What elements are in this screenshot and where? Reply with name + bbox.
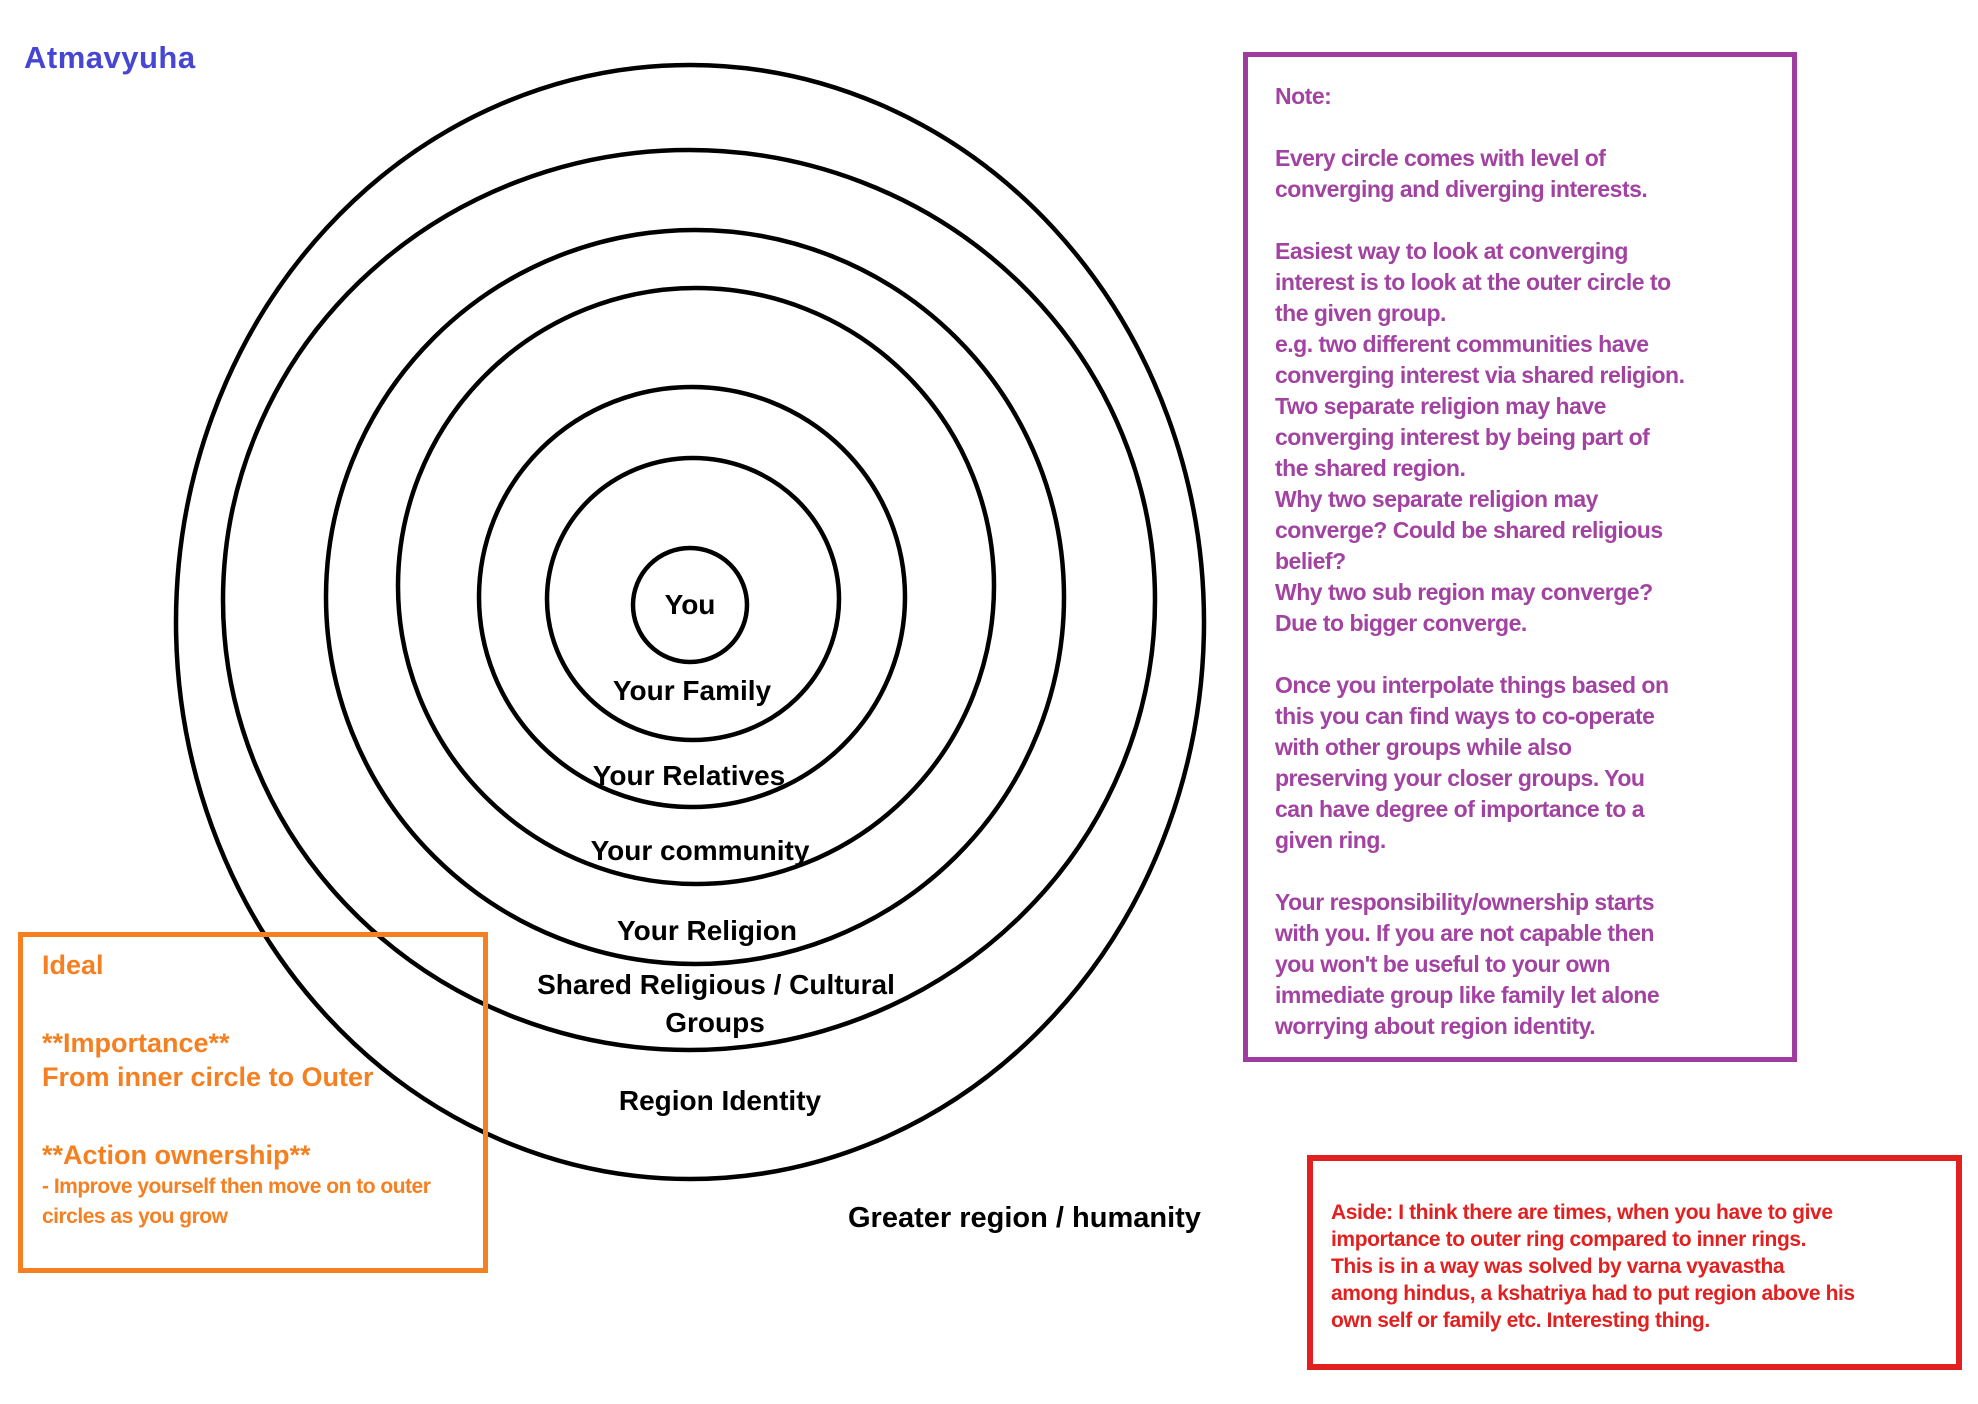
text-line: [1275, 205, 1772, 236]
text-line: converging interest by being part of: [1275, 424, 1650, 450]
text-line: converge? Could be shared religious: [1275, 517, 1663, 543]
text-line: with other groups while also: [1275, 734, 1572, 760]
text-line: the given group.: [1275, 300, 1446, 326]
text-line: Your responsibility/ownership starts: [1275, 889, 1655, 915]
ring-label-region-identity: Region Identity: [618, 1085, 822, 1116]
ideal-action-text-line2: circles as you grow: [42, 1205, 228, 1228]
text-line: Once you interpolate things based on: [1275, 672, 1669, 698]
text-line: [1275, 112, 1772, 143]
text-line: [1275, 856, 1772, 887]
page-title: Atmavyuha: [24, 40, 196, 75]
text-line: belief?: [1275, 548, 1346, 574]
text-line: Why two sub region may converge?: [1275, 579, 1653, 605]
outside-label-greater-region-humanity: Greater region / humanity: [848, 1202, 1201, 1234]
text-line: converging interest via shared religion.: [1275, 362, 1685, 388]
text-line: This is in a way was solved by varna vyavastha: [1331, 1255, 1785, 1278]
ring-label-your-family: Your Family: [612, 675, 772, 706]
text-line: can have degree of importance to a: [1275, 796, 1645, 822]
text-line: preserving your closer groups. You: [1275, 765, 1645, 791]
text-line: the shared region.: [1275, 455, 1466, 481]
text-line: Note:: [1275, 83, 1332, 109]
text-line: with you. If you are not capable then: [1275, 920, 1654, 946]
text-line: worrying about region identity.: [1275, 1013, 1596, 1039]
text-line: Aside: I think there are times, when you have to give: [1331, 1201, 1833, 1224]
ideal-importance-text: From inner circle to Outer: [42, 1062, 374, 1092]
text-line: Every circle comes with level of: [1275, 145, 1606, 171]
text-line: given ring.: [1275, 827, 1386, 853]
note-box: [1243, 52, 1797, 1062]
text-line: interest is to look at the outer circle to: [1275, 269, 1671, 295]
text-line: among hindus, a kshatriya had to put region above his: [1331, 1282, 1855, 1305]
text-line: [1275, 639, 1772, 670]
text-line: Two separate religion may have: [1275, 393, 1606, 419]
ring-label-shared-religious-cultural-line2: Groups: [665, 1007, 765, 1038]
ideal-box: [18, 932, 488, 1273]
text-line: Due to bigger converge.: [1275, 610, 1527, 636]
ring-label-shared-religious-cultural-line1: Shared Religious / Cultural: [537, 969, 895, 1000]
ideal-spacer: [42, 982, 471, 1026]
ring-label-your-community: Your community: [590, 835, 810, 866]
aside-box: [1307, 1155, 1962, 1370]
ring-label-your-religion: Your Religion: [617, 915, 797, 946]
text-line: immediate group like family let alone: [1275, 982, 1660, 1008]
ring-label-your-relatives: Your Relatives: [592, 760, 786, 791]
ideal-action-heading: **Action ownership**: [42, 1140, 311, 1170]
text-line: Why two separate religion may: [1275, 486, 1598, 512]
ideal-action-text-line1: - Improve yourself then move on to outer: [42, 1175, 431, 1198]
text-line: this you can find ways to co-operate: [1275, 703, 1655, 729]
ideal-title: Ideal: [42, 950, 104, 980]
ideal-importance-heading: **Importance**: [42, 1028, 230, 1058]
ideal-spacer: [42, 1094, 471, 1138]
text-line: own self or family etc. Interesting thing.: [1331, 1309, 1710, 1332]
text-line: e.g. two different communities have: [1275, 331, 1649, 357]
text-line: Easiest way to look at converging: [1275, 238, 1628, 264]
text-line: you won't be useful to your own: [1275, 951, 1610, 977]
ring-label-you: You: [664, 589, 716, 620]
text-line: importance to outer ring compared to inner rings.: [1331, 1228, 1807, 1251]
text-line: converging and diverging interests.: [1275, 176, 1648, 202]
